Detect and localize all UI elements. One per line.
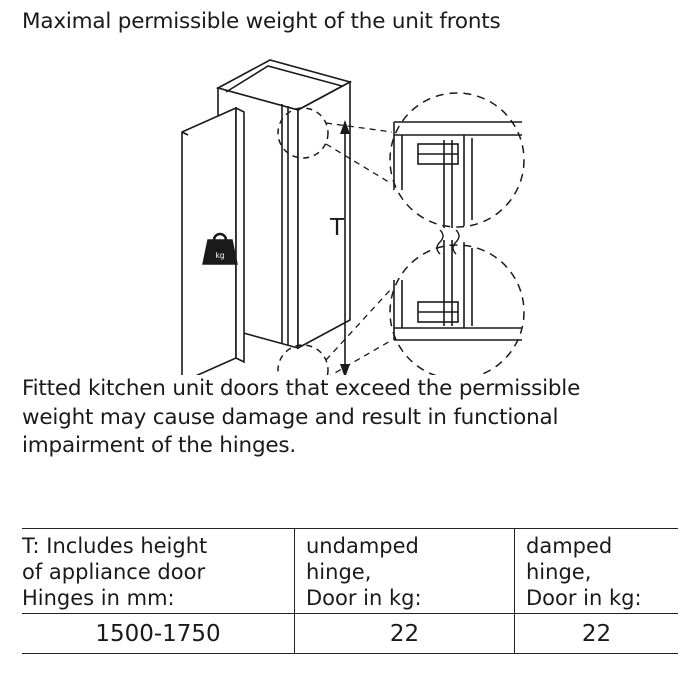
table-header-cell-condition xyxy=(22,529,294,613)
table-row xyxy=(22,614,678,653)
header-col1-line2: of appliance door xyxy=(22,560,206,584)
header-col2-line1: undamped xyxy=(306,534,419,558)
header-col1-line1: T: Includes height xyxy=(22,534,208,558)
table-header-cell-undamped xyxy=(294,529,514,613)
table-header-row xyxy=(22,529,678,613)
body-line-3: impairment of the hinges. xyxy=(22,433,297,458)
cell-damped-weight: 22 xyxy=(514,614,678,653)
header-col1-line3: Hinges in mm: xyxy=(22,586,175,610)
cell-height-range: 1500-1750 xyxy=(95,621,221,647)
svg-text:kg: kg xyxy=(215,251,225,260)
header-col2-line3: Door in kg: xyxy=(306,586,422,610)
header-col3-line1: damped xyxy=(526,534,613,558)
diagram-svg xyxy=(20,40,680,375)
cell-undamped-weight: 22 xyxy=(294,614,514,653)
table-bottom-rule xyxy=(22,653,678,654)
header-col3-line3: Door in kg: xyxy=(526,586,642,610)
body-paragraph xyxy=(22,375,686,461)
header-col3-line2: hinge, xyxy=(526,560,592,584)
appliance-diagram xyxy=(20,40,680,375)
weight-table xyxy=(22,528,678,654)
page-title: Maximal permissible weight of the unit fronts xyxy=(22,9,501,34)
body-line-1: Fitted kitchen unit doors that exceed the permissible xyxy=(22,376,581,401)
header-col2-line2: hinge, xyxy=(306,560,372,584)
table-header-cell-damped xyxy=(514,529,678,613)
body-line-2: weight may cause damage and result in functional xyxy=(22,404,559,430)
dimension-label-t: T xyxy=(329,215,344,241)
